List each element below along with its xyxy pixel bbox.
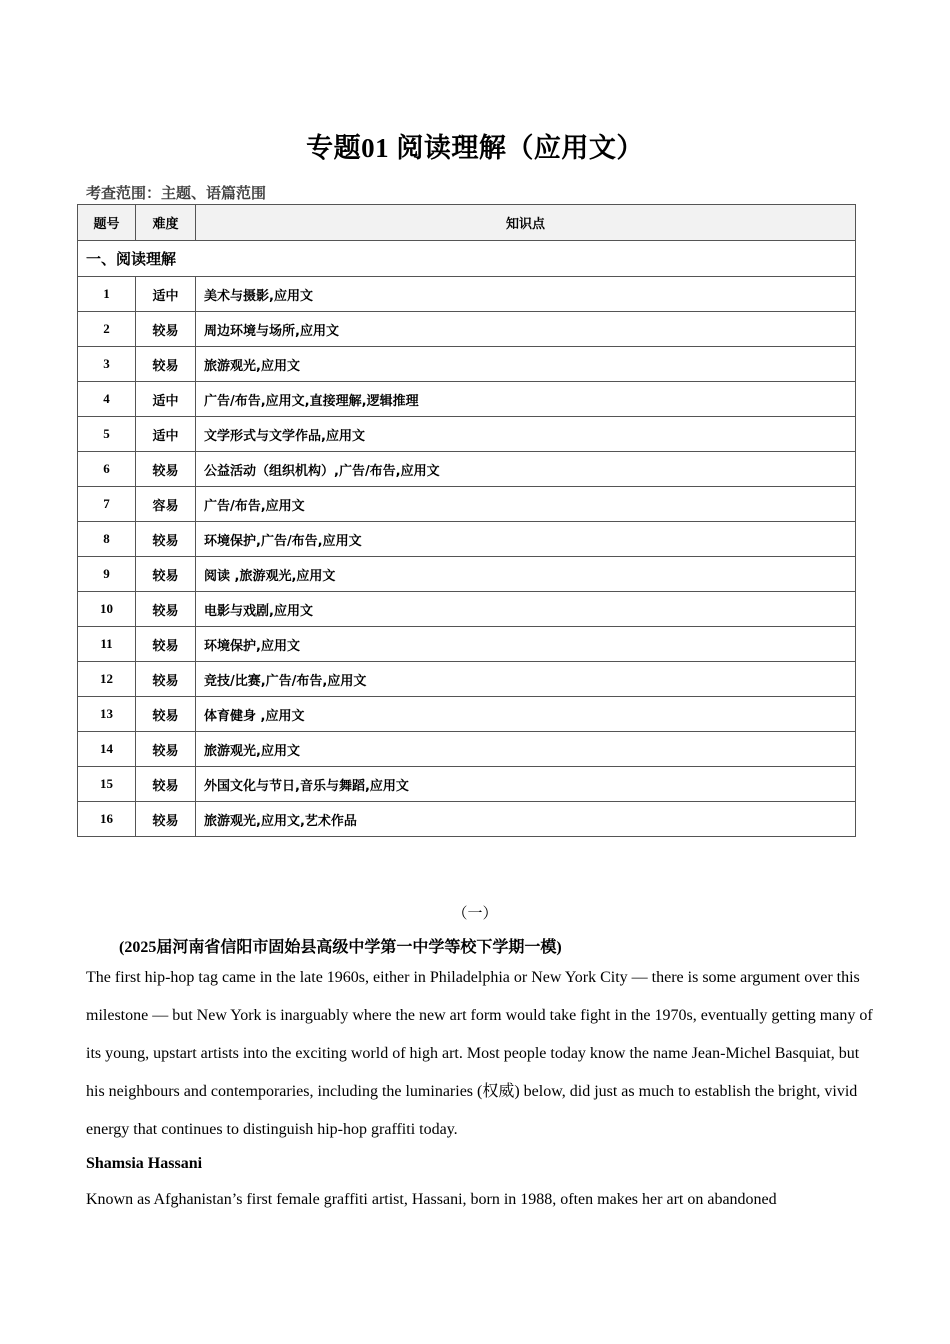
difficulty-cell: 较易 (136, 522, 196, 557)
question-number-cell: 7 (78, 487, 136, 522)
header-difficulty: 难度 (136, 205, 196, 241)
exam-scope-label: 考查范围：主题、语篇范围 (86, 184, 267, 202)
knowledge-point-cell: 广告/布告,应用文 (196, 487, 856, 522)
difficulty-cell: 较易 (136, 697, 196, 732)
table-row (78, 417, 856, 452)
knowledge-point-cell: 周边环境与场所,应用文 (196, 312, 856, 347)
difficulty-cell: 适中 (136, 277, 196, 312)
knowledge-point-cell: 广告/布告,应用文,直接理解,逻辑推理 (196, 382, 856, 417)
difficulty-cell: 较易 (136, 592, 196, 627)
table-row (78, 627, 856, 662)
table-row (78, 732, 856, 767)
question-number-cell: 2 (78, 312, 136, 347)
knowledge-point-cell: 环境保护,应用文 (196, 627, 856, 662)
difficulty-cell: 较易 (136, 732, 196, 767)
knowledge-point-cell: 文学形式与文学作品,应用文 (196, 417, 856, 452)
knowledge-point-cell: 旅游观光,应用文 (196, 732, 856, 767)
difficulty-cell: 较易 (136, 312, 196, 347)
question-number-cell: 16 (78, 802, 136, 837)
knowledge-point-cell: 阅读 ,旅游观光,应用文 (196, 557, 856, 592)
difficulty-cell: 较易 (136, 452, 196, 487)
table-row (78, 557, 856, 592)
section-row (78, 241, 856, 277)
knowledge-point-cell: 电影与戏剧,应用文 (196, 592, 856, 627)
difficulty-cell: 较易 (136, 662, 196, 697)
question-number-cell: 4 (78, 382, 136, 417)
knowledge-point-cell: 旅游观光,应用文 (196, 347, 856, 382)
question-number-cell: 6 (78, 452, 136, 487)
knowledge-point-table (77, 204, 856, 837)
difficulty-cell: 较易 (136, 802, 196, 837)
difficulty-cell: 适中 (136, 417, 196, 452)
knowledge-point-cell: 公益活动（组织机构）,广告/布告,应用文 (196, 452, 856, 487)
question-number-cell: 1 (78, 277, 136, 312)
difficulty-cell: 较易 (136, 767, 196, 802)
table-row (78, 452, 856, 487)
knowledge-point-cell: 环境保护,广告/布告,应用文 (196, 522, 856, 557)
difficulty-cell: 容易 (136, 487, 196, 522)
page-title: 专题01 阅读理解（应用文） (306, 133, 644, 163)
difficulty-cell: 较易 (136, 347, 196, 382)
table-row (78, 382, 856, 417)
difficulty-cell: 较易 (136, 627, 196, 662)
header-question-number: 题号 (78, 205, 136, 241)
table-row (78, 662, 856, 697)
difficulty-cell: 较易 (136, 557, 196, 592)
header-knowledge-point: 知识点 (196, 205, 856, 241)
knowledge-point-cell: 旅游观光,应用文,艺术作品 (196, 802, 856, 837)
table-row (78, 312, 856, 347)
table-row (78, 767, 856, 802)
passage-part-label: （一） (452, 906, 498, 922)
question-number-cell: 8 (78, 522, 136, 557)
table-row (78, 277, 856, 312)
passage-paragraph: Known as Afghanistan’s first female graffiti artist, Hassani, born in 1988, often makes her art on abandoned (86, 1191, 777, 1208)
knowledge-point-cell: 外国文化与节日,音乐与舞蹈,应用文 (196, 767, 856, 802)
table-row (78, 697, 856, 732)
question-number-cell: 12 (78, 662, 136, 697)
knowledge-point-cell: 竞技/比赛,广告/布告,应用文 (196, 662, 856, 697)
passage-subheading: Shamsia Hassani (86, 1155, 203, 1172)
question-number-cell: 15 (78, 767, 136, 802)
question-number-cell: 5 (78, 417, 136, 452)
table-row (78, 522, 856, 557)
question-number-cell: 9 (78, 557, 136, 592)
knowledge-point-cell: 美术与摄影,应用文 (196, 277, 856, 312)
difficulty-cell: 适中 (136, 382, 196, 417)
table-header-row (78, 205, 856, 241)
passage-paragraph: The first hip-hop tag came in the late 1960s, either in Philadelphia or New York City — there is some argument over this milestone — but New York is inarguably where the new art form would take fight in the 1970s, eventually getting many of its young, upstart artists into the exciting world of high art. Most people today know the name Jean-Michel Basquiat, but his neighbours and contemporaries, including the luminaries (权威) below, did just as much to establish the bright, vivid energy that continues to distinguish hip-hop graffiti today. (86, 969, 873, 1138)
table-row (78, 487, 856, 522)
question-number-cell: 3 (78, 347, 136, 382)
question-number-cell: 11 (78, 627, 136, 662)
table-row (78, 592, 856, 627)
question-number-cell: 13 (78, 697, 136, 732)
table-row (78, 802, 856, 837)
question-number-cell: 10 (78, 592, 136, 627)
passage-source: (2025届河南省信阳市固始县高级中学第一中学等校下学期一模) (119, 939, 562, 956)
knowledge-point-cell: 体育健身 ,应用文 (196, 697, 856, 732)
table-row (78, 347, 856, 382)
question-number-cell: 14 (78, 732, 136, 767)
section-title: 一、阅读理解 (78, 241, 856, 277)
